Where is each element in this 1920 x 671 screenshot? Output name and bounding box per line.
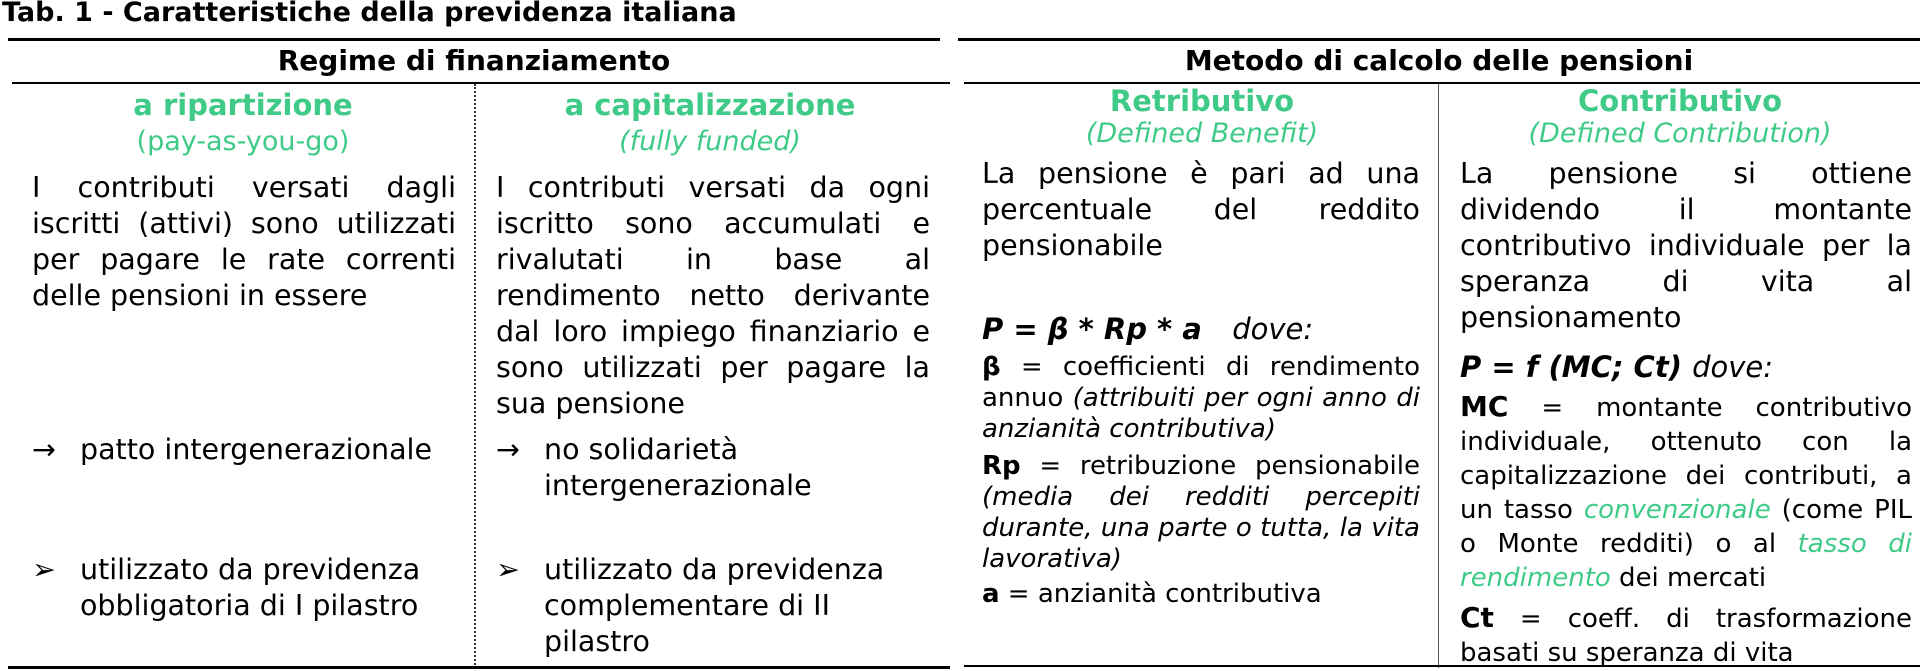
def-mc — [1460, 390, 1912, 595]
top-rule-right — [958, 38, 1920, 41]
column-heading-ripartizione: a ripartizione — [133, 88, 353, 122]
def-a — [982, 579, 1420, 610]
formula-text: P = f (MC; Ct) — [1460, 350, 1682, 384]
column-subheading-defined-benefit: (Defined Benefit) — [1085, 118, 1319, 149]
bullet-item-capitalizzazione — [496, 552, 936, 662]
column-heading-contributivo: Contributivo — [1578, 84, 1782, 118]
group-heading-financing: Regime di finanziamento — [277, 44, 671, 77]
def-text: = coefficienti di rendimento annuo — [982, 352, 1420, 413]
arrow-icon: → — [496, 433, 520, 466]
bullet-text: utilizzato da previdenza complementare di II pilastro — [544, 553, 885, 658]
column-description-retributivo: La pensione è pari ad una percentuale del reddito pensionabile — [982, 157, 1420, 262]
group-rule-left — [12, 82, 950, 84]
def-term: a — [982, 579, 1000, 609]
column-subheading-fully-funded: (fully funded) — [619, 126, 801, 157]
definitions-contributivo — [1460, 390, 1912, 670]
top-rule-left — [8, 38, 940, 41]
def-highlight: convenzionale — [1583, 495, 1771, 525]
def-term: β — [982, 352, 1001, 382]
arrow-item-ripartizione — [32, 432, 462, 472]
def-rp — [982, 451, 1420, 575]
separator-right — [1438, 84, 1439, 668]
def-text: (come PIL o Monte redditi) o al — [1460, 495, 1912, 559]
arrow-text: patto intergenerazionale — [80, 433, 433, 466]
separator-left — [474, 84, 476, 668]
formula-dove: dove: — [1232, 312, 1314, 346]
def-term: Ct — [1460, 601, 1494, 634]
column-description-contributivo: La pensione si ottiene dividendo il montante contributivo individuale per la speranza di vita al pensionamento — [1460, 157, 1912, 334]
bullet-arrowhead-icon: ➢ — [496, 553, 520, 586]
def-note: (attribuiti per ogni anno di anzianità contributiva) — [982, 383, 1420, 444]
def-note: (media dei redditi percepiti durante, una parte o tutta, la vita lavorativa) — [982, 482, 1420, 574]
bullet-text: utilizzato da previdenza obbligatoria di I pilastro — [80, 553, 421, 622]
column-description-ripartizione: I contributi versati dagli iscritti (attivi) sono utilizzati per pagare le rate correnti delle pensioni in essere — [32, 171, 456, 312]
def-term: Rp — [982, 451, 1021, 481]
def-term: MC — [1460, 390, 1509, 423]
def-text: = montante contributivo individuale, ottenuto con la capitalizzazione dei contributi, a un tasso — [1460, 393, 1912, 525]
column-description-capitalizzazione: I contributi versati da ogni iscritto sono accumulati e rivalutati in base al rendimento netto derivante dal loro impiego finanziario e sono utilizzati per pagare la sua pensione — [496, 171, 930, 420]
bullet-item-ripartizione — [32, 552, 462, 628]
column-heading-retributivo: Retributivo — [1109, 84, 1295, 118]
def-text: = retribuzione pensionabile — [1020, 451, 1420, 481]
column-subheading-payg: (pay-as-you-go) — [136, 126, 350, 157]
def-beta — [982, 352, 1420, 445]
def-highlight: tasso di rendimento — [1460, 529, 1912, 593]
formula-text: P = β * Rp * a — [982, 312, 1202, 346]
bullet-arrowhead-icon: ➢ — [32, 553, 56, 586]
formula-dove: dove: — [1692, 350, 1773, 384]
column-heading-capitalizzazione: a capitalizzazione — [564, 88, 856, 122]
def-text: dei mercati — [1610, 563, 1767, 593]
table-title: Tab. 1 - Caratteristiche della previdenza italiana — [2, 0, 737, 28]
definitions-retributivo — [982, 352, 1420, 610]
bottom-rule-left — [8, 666, 950, 669]
column-subheading-defined-contribution: (Defined Contribution) — [1528, 118, 1832, 149]
def-ct — [1460, 601, 1912, 670]
formula-contributivo — [1460, 350, 1773, 384]
def-text: = coeff. di trasformazione basati su speranza di vita — [1460, 604, 1912, 668]
arrow-item-capitalizzazione — [496, 432, 936, 508]
arrow-icon: → — [32, 433, 56, 466]
arrow-text: no solidarietà intergenerazionale — [544, 433, 812, 502]
def-text: = anzianità contributiva — [999, 579, 1322, 609]
formula-retributivo — [982, 312, 1313, 346]
group-heading-calculation: Metodo di calcolo delle pensioni — [1184, 44, 1694, 77]
